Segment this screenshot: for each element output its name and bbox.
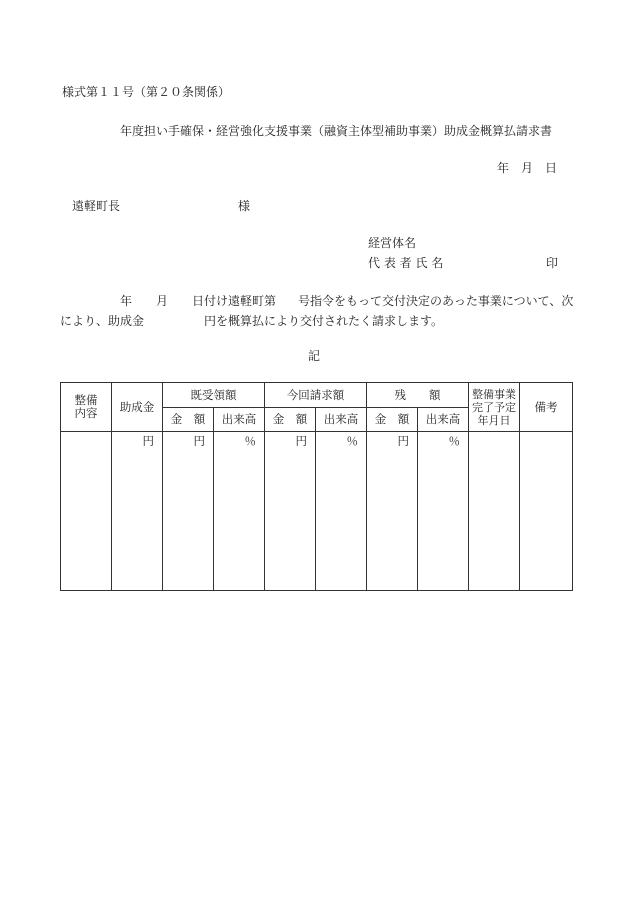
document-title: 年度担い手確保・経営強化支援事業（融資主体型補助事業）助成金概算払請求書 xyxy=(120,124,553,138)
cell-equipment[interactable] xyxy=(61,432,112,591)
header-remarks: 備考 xyxy=(520,383,573,432)
header-current: 今回請求額 xyxy=(265,383,367,408)
date-line xyxy=(497,161,557,175)
sub-received-amount: 金 額 xyxy=(163,408,214,432)
seal-mark: 印 xyxy=(546,256,559,270)
body-year: 年 xyxy=(120,294,133,308)
date-month: 月 xyxy=(521,161,534,175)
sub-received-progress: 出来高 xyxy=(214,408,265,432)
header-completion: 整備事業 完了予定 年月日 xyxy=(469,383,520,432)
cell-received-amount-unit[interactable]: 円 xyxy=(163,432,214,591)
body-line2-start: により、助成金 xyxy=(60,314,145,328)
header-received: 既受領額 xyxy=(163,383,265,408)
cell-remaining-progress-unit[interactable]: ％ xyxy=(418,432,469,591)
cell-remaining-amount-unit[interactable]: 円 xyxy=(367,432,418,591)
form-number: 様式第１１号（第２０条関係） xyxy=(62,85,231,99)
addressee-name: 遠軽町長 xyxy=(72,199,121,213)
sub-remaining-progress: 出来高 xyxy=(418,408,469,432)
body-month: 月 xyxy=(156,294,169,308)
cell-subsidy-unit[interactable]: 円 xyxy=(112,432,163,591)
body-directive: 号指令をもって交付決定のあった事業について、次 xyxy=(298,294,574,308)
cell-received-progress-unit[interactable]: ％ xyxy=(214,432,265,591)
cell-remarks[interactable] xyxy=(520,432,573,591)
body-line2-end: 円を概算払により交付されたく請求します。 xyxy=(204,314,444,328)
addressee-honorific: 様 xyxy=(238,199,251,213)
date-year: 年 xyxy=(497,161,510,175)
table-header-row-1 xyxy=(61,383,573,408)
header-remaining: 残 額 xyxy=(367,383,469,408)
cell-current-amount-unit[interactable]: 円 xyxy=(265,432,316,591)
cell-completion[interactable] xyxy=(469,432,520,591)
body-date-ref: 日付け遠軽町第 xyxy=(192,294,277,308)
sub-remaining-amount: 金 額 xyxy=(367,408,418,432)
table-row xyxy=(61,432,573,591)
detail-table xyxy=(60,382,573,591)
sub-current-progress: 出来高 xyxy=(316,408,367,432)
sub-current-amount: 金 額 xyxy=(265,408,316,432)
header-equipment: 整備 内容 xyxy=(61,383,112,432)
header-subsidy: 助成金 xyxy=(112,383,163,432)
cell-current-progress-unit[interactable]: ％ xyxy=(316,432,367,591)
record-heading: 記 xyxy=(308,349,321,363)
applicant-entity-label: 経営体名 xyxy=(368,236,417,250)
date-day: 日 xyxy=(545,161,558,175)
representative-label: 代 表 者 氏 名 xyxy=(368,256,444,270)
